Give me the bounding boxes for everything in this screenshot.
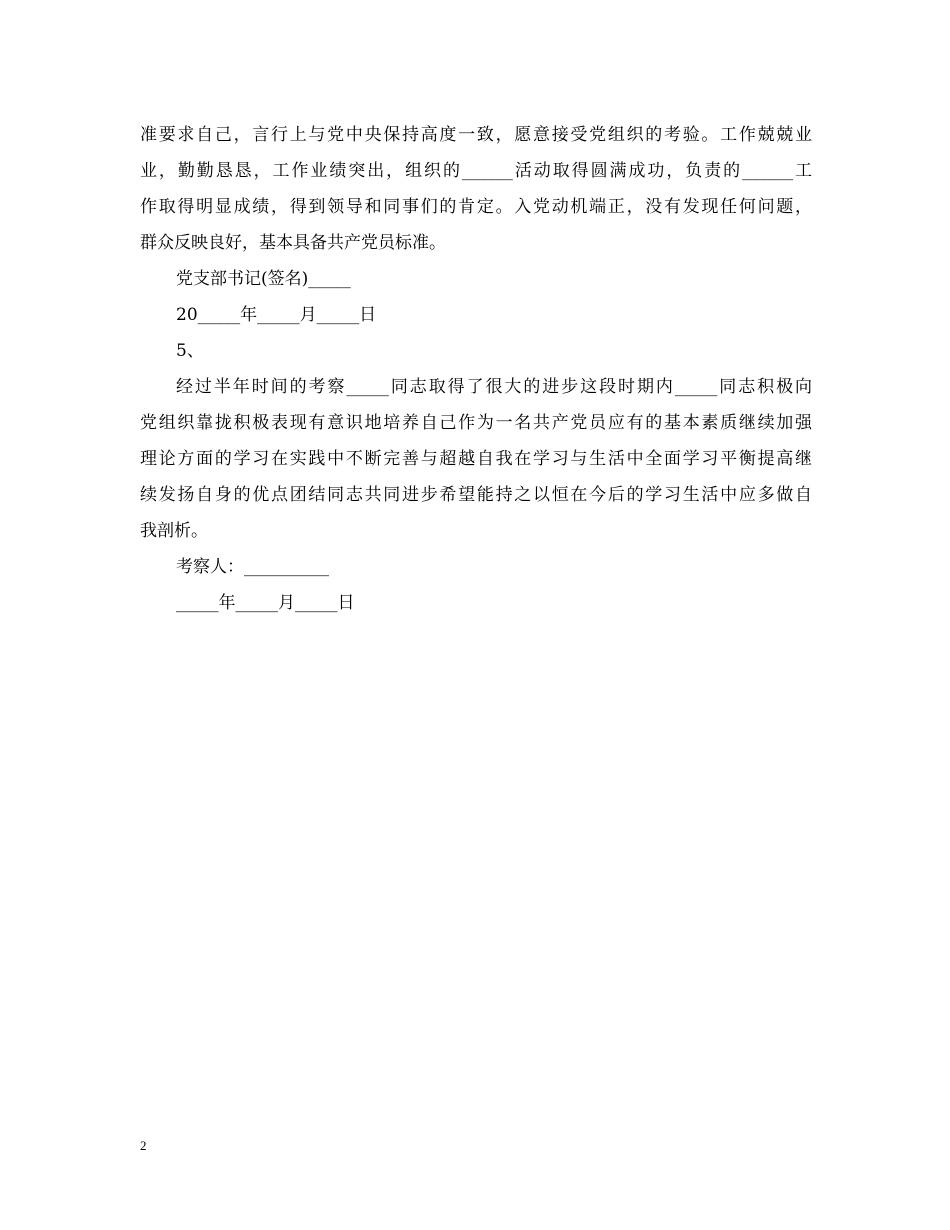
paragraph-2-line-2: 党组织靠拢积极表现有意识地培养自己作为一名共产党员应有的基本素质继续加强 xyxy=(140,413,812,433)
paragraph-1-line-1: 准要求自己，言行上与党中央保持高度一致，愿意接受党组织的考验。工作兢兢业 xyxy=(140,125,812,145)
section-number: 5、 xyxy=(176,341,204,361)
paragraph-1-line-2: 业，勤勤恳恳，工作业绩突出，组织的______活动取得圆满成功，负责的______工 xyxy=(140,161,812,181)
inspector-signature-line: 考察人：__________ xyxy=(176,557,329,577)
document-body xyxy=(140,117,812,621)
secretary-signature-line: 党支部书记(签名)_____ xyxy=(176,269,351,289)
paragraph-2-line-5: 我剖析。 xyxy=(140,521,208,541)
paragraph-2-line-1: 经过半年时间的考察_____同志取得了很大的进步这段时期内_____同志积极向 xyxy=(176,377,812,397)
date-line-2: _____年_____月_____日 xyxy=(176,593,355,613)
paragraph-2-line-3: 理论方面的学习在实践中不断完善与超越自我在学习与生活中全面学习平衡提高继 xyxy=(140,449,812,469)
paragraph-1-line-4: 群众反映良好，基本具备共产党员标准。 xyxy=(140,233,446,253)
paragraph-1-line-3: 作取得明显成绩，得到领导和同事们的肯定。入党动机端正，没有发现任何问题， xyxy=(140,197,812,217)
date-line-1: 20_____年_____月_____日 xyxy=(176,305,377,325)
page-number: 2 xyxy=(140,1138,147,1153)
paragraph-2-line-4: 续发扬自身的优点团结同志共同进步希望能持之以恒在今后的学习生活中应多做自 xyxy=(140,485,812,505)
